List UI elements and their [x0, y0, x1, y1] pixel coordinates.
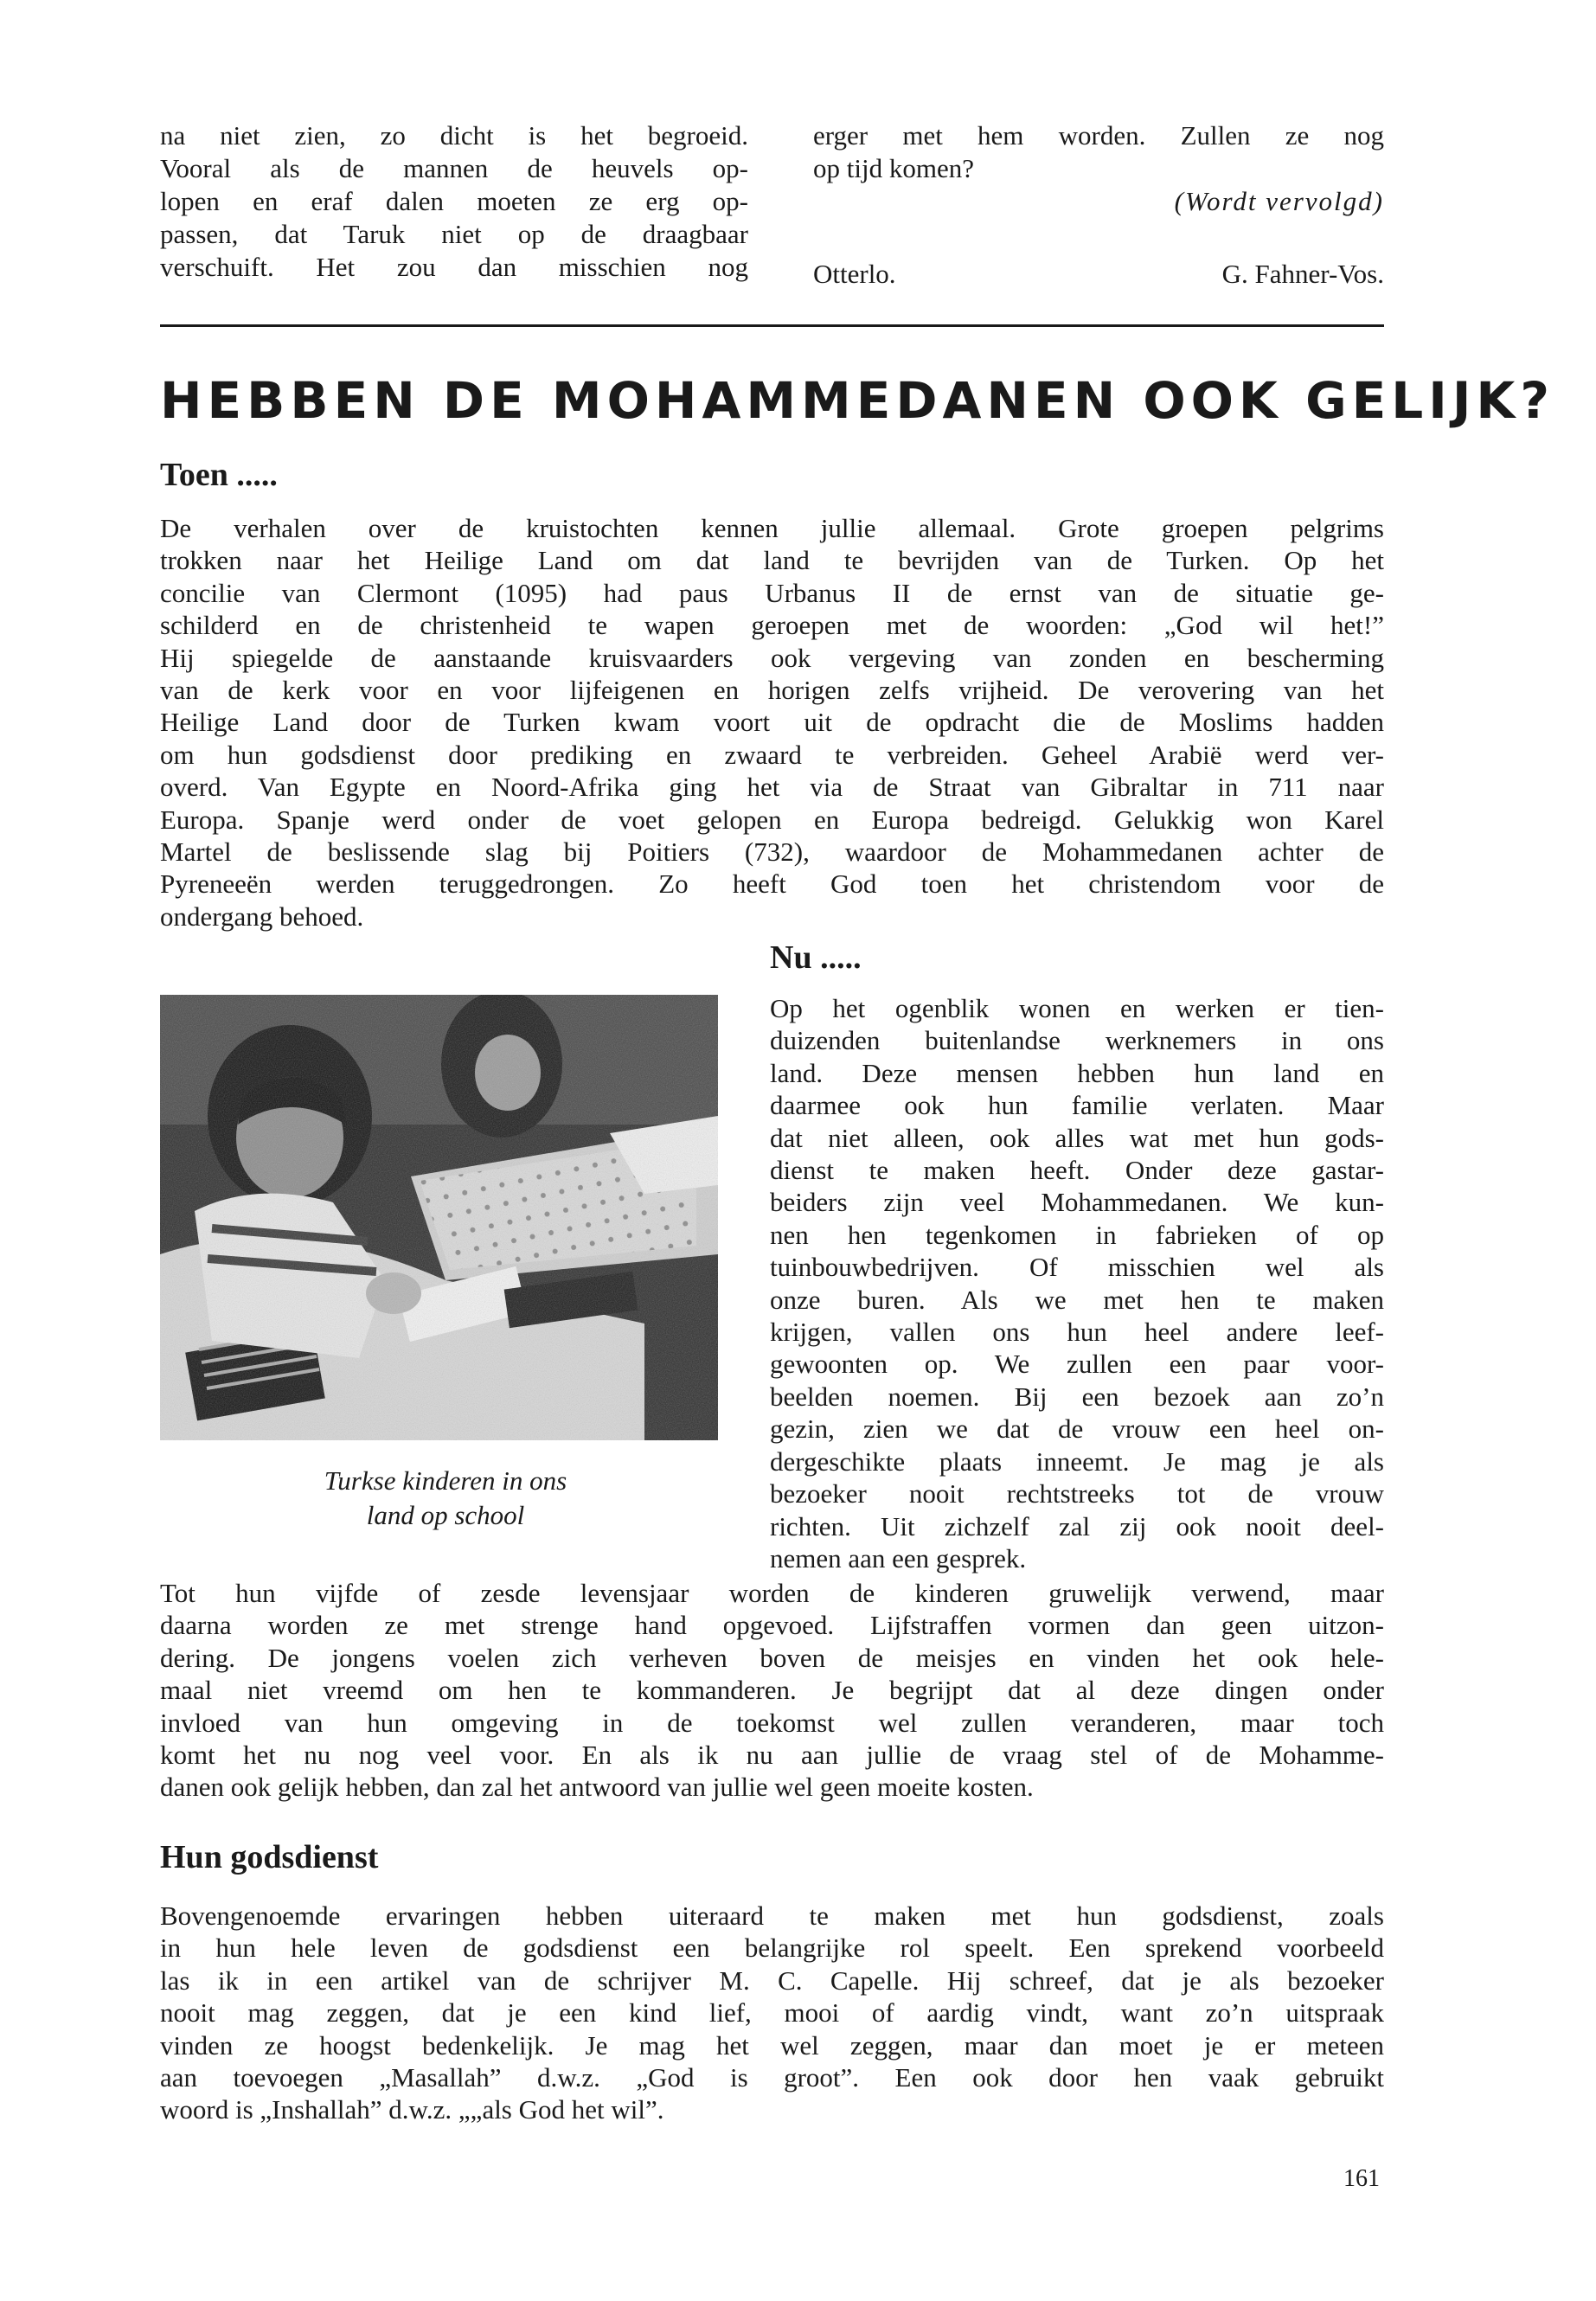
text-line: nen hen tegenkomen in fabrieken of op [770, 1219, 1384, 1250]
text-line: nooit mag zeggen, dat je een kind lief, mooi of aardig vindt, want zo’n uitspraak [160, 1997, 1384, 2029]
photo-caption [186, 1464, 705, 1533]
text-line: nemen aan een gesprek. [770, 1542, 1027, 1574]
article-headline: HEBBEN DE MOHAMMEDANEN OOK GELIJK? [160, 371, 1555, 430]
text-line: na niet zien, zo dicht is het begroeid. [160, 120, 748, 151]
text-line: bezoeker nooit rechtstreeks tot de vrouw [770, 1478, 1384, 1509]
text-line: concilie van Clermont (1095) had paus Urbanus II de ernst van de situatie ge- [160, 577, 1384, 608]
paragraph-toen [160, 512, 1384, 933]
text-line: Bovengenoemde ervaringen hebben uiteraard te maken met hun godsdienst, zoals [160, 1900, 1384, 1931]
text-line: in hun hele leven de godsdienst een belangrijke rol speelt. Een sprekend voorbeeld [160, 1932, 1384, 1964]
section-divider [160, 324, 1384, 327]
text-line: komt het nu nog veel voor. En als ik nu aan jullie de vraag stel of de Mohamme- [160, 1740, 1384, 1771]
text-line: van de kerk voor en voor lijfeigenen en horigen zelfs vrijheid. De verovering van het [160, 675, 1384, 706]
text-line: dergeschikte plaats inneemt. Je mag je als [770, 1445, 1384, 1477]
paragraph-nu [770, 992, 1384, 1574]
text-line: gewoonten op. We zullen een paar voor- [770, 1349, 1384, 1380]
text-line: land. Deze mensen hebben hun land en [770, 1057, 1384, 1088]
text-line: op tijd komen? [813, 153, 974, 183]
section-heading-godsdienst: Hun godsdienst [160, 1839, 379, 1875]
previous-story-left-column [160, 119, 748, 284]
section-heading-nu: Nu ..... [770, 939, 862, 976]
text-line: vinden ze hoogst bedenkelijk. Je mag het wel zeggen, maar dan moet je er meteen [160, 2029, 1384, 2061]
text-line: invloed van hun omgeving in de toekomst wel zullen veranderen, maar toch [160, 1707, 1384, 1738]
text-line: krijgen, vallen ons hun heel andere leef- [770, 1317, 1384, 1348]
caption-line: land op school [366, 1500, 525, 1530]
text-line: trokken naar het Heilige Land om dat land te bevrijden van de Turken. Op het [160, 545, 1384, 576]
text-line: Vooral als de mannen de heuvels op- [160, 153, 748, 183]
text-line: daarna worden ze met strenge hand opgevoed. Lijfstraffen vormen dan geen uitzon- [160, 1610, 1384, 1641]
text-line: Tot hun vijfde of zesde levensjaar worden de kinderen gruwelijk verwend, maar [160, 1578, 1384, 1608]
text-line: aan toevoegen „Masallah” d.w.z. „God is groot”. Een ook door hen vaak gebruikt [160, 2062, 1384, 2093]
text-line: erger met hem worden. Zullen ze nog [813, 120, 1384, 151]
text-line: Martel de beslissende slag bij Poitiers (732), waardoor de Mohammedanen achter de [160, 836, 1384, 868]
classroom-photo [160, 995, 718, 1440]
page-number: 161 [1343, 2165, 1380, 2192]
continued-note: (Wordt vervolgd) [1174, 186, 1384, 216]
text-line: woord is „Inshallah” d.w.z. „„als God het wil”. [160, 2094, 664, 2125]
text-line: schilderd en de christenheid te wapen geroepen met de woorden: „God wil het!” [160, 610, 1384, 641]
text-line: beiders zijn veel Mohammedanen. We kun- [770, 1187, 1384, 1218]
text-line: overd. Van Egypte en Noord-Afrika ging het via de Straat van Gibraltar in 711 naar [160, 772, 1384, 803]
caption-line: Turkse kinderen in ons [324, 1465, 567, 1496]
paragraph-godsdienst [160, 1900, 1384, 2126]
text-line: gezin, zien we dat de vrouw een heel on- [770, 1413, 1384, 1445]
text-line: daarmee ook hun familie verlaten. Maar [770, 1090, 1384, 1121]
text-line: dering. De jongens voelen zich verheven boven de meisjes en vinden het ook hele- [160, 1642, 1384, 1673]
text-line: duizenden buitenlandse werknemers in ons [770, 1025, 1384, 1056]
classroom-photo-illustration [160, 995, 718, 1440]
text-line: om hun godsdienst door prediking en zwaard te verbreiden. Geheel Arabië werd ver- [160, 739, 1384, 770]
text-line: verschuift. Het zou dan misschien nog [160, 252, 748, 282]
previous-story-right-column [813, 119, 1384, 291]
place-name: Otterlo. [813, 259, 896, 289]
text-line: las ik in een artikel van de schrijver M. C. Capelle. Hij schreef, dat je als bezoeker [160, 1965, 1384, 1996]
text-line: Pyreneeën werden teruggedrongen. Zo heeft God toen het christendom voor de [160, 868, 1384, 900]
text-line: maal niet vreemd om hen te kommanderen. Je begrijpt dat al deze dingen onder [160, 1675, 1384, 1706]
text-line: passen, dat Taruk niet op de draagbaar [160, 219, 748, 249]
text-line: tuinbouwbedrijven. Of misschien wel als [770, 1252, 1384, 1283]
text-line: dienst te maken heeft. Onder deze gastar- [770, 1155, 1384, 1186]
author-name: G. Fahner-Vos. [1221, 259, 1384, 289]
text-line: De verhalen over de kruistochten kennen jullie allemaal. Grote groepen pelgrims [160, 513, 1384, 543]
section-heading-toen: Toen ..... [160, 457, 278, 493]
text-line: Op het ogenblik wonen en werken er tien- [770, 993, 1384, 1023]
text-line: lopen en eraf dalen moeten ze erg op- [160, 186, 748, 216]
text-line: Heilige Land door de Turken kwam voort uit de opdracht die de Moslims hadden [160, 707, 1384, 738]
text-line: ondergang behoed. [160, 901, 364, 932]
signature-row [813, 258, 1384, 291]
text-line: richten. Uit zichzelf zal zij ook nooit deel- [770, 1510, 1384, 1541]
text-line: Hij spiegelde de aanstaande kruisvaarders ook vergeving van zonden en bescherming [160, 642, 1384, 673]
text-line: beelden noemen. Bij een bezoek aan zo’n [770, 1381, 1384, 1412]
paragraph-upbringing [160, 1577, 1384, 1804]
text-line: Europa. Spanje werd onder de voet gelopen en Europa bedreigd. Gelukkig won Karel [160, 804, 1384, 835]
text-line: danen ook gelijk hebben, dan zal het antwoord van jullie wel geen moeite kosten. [160, 1772, 1034, 1803]
text-line: onze buren. Als we met hen te maken [770, 1284, 1384, 1315]
text-line: dat niet alleen, ook alles wat met hun gods- [770, 1122, 1384, 1153]
